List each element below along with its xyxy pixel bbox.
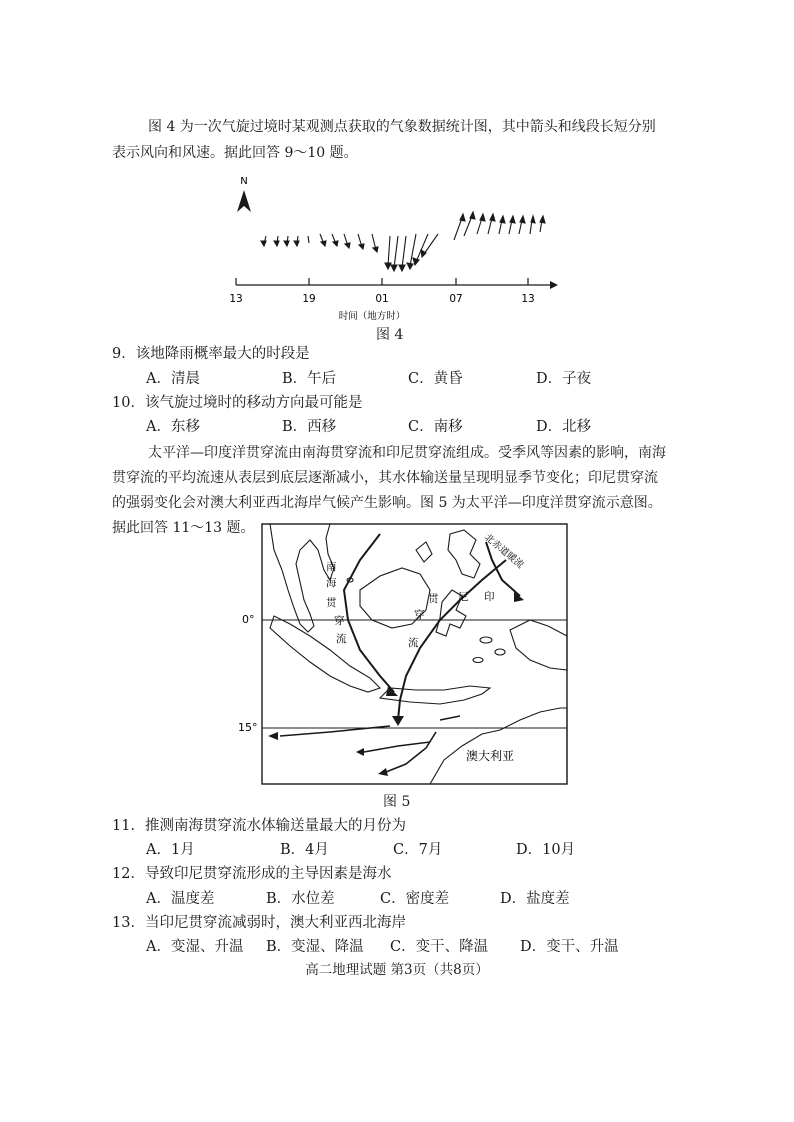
q11-option-d[interactable]: D．10月 — [516, 842, 576, 858]
lat-0-label: 0° — [242, 613, 255, 626]
axis-arrow-icon — [550, 281, 558, 289]
indo-char: 尼 — [458, 591, 469, 603]
indo-char: 流 — [408, 637, 419, 649]
tick-label: 07 — [449, 293, 463, 305]
intro2-line1: 太平洋—印度洋贯穿流由南海贯穿流和印尼贯穿流组成。受季风等因素的影响，南海 — [148, 445, 666, 461]
axis-label: 时间（地方时） — [338, 311, 406, 322]
scs-char: 穿 — [334, 615, 345, 627]
intro2-line2: 贯穿流的平均流速从表层到底层逐渐减小，其水体输送量呈现明显季节变化；印尼贯穿流 — [112, 470, 658, 486]
figure4-caption: 图 4 — [376, 327, 404, 343]
q13-option-a[interactable]: A．变湿、升温 — [146, 939, 244, 955]
australia-label: 澳大利亚 — [466, 749, 515, 763]
north-label: N — [240, 176, 248, 187]
q9-stem: 9．该地降雨概率最大的时段是 — [112, 346, 310, 362]
north-equatorial-current-label: 北赤道暖流 — [482, 531, 526, 571]
q12-option-c[interactable]: C．密度差 — [380, 891, 450, 907]
q12-option-b[interactable]: B．水位差 — [266, 891, 335, 907]
north-arrow-icon — [237, 190, 251, 212]
q11-option-b[interactable]: B．4月 — [280, 842, 329, 858]
q12-option-a[interactable]: A．温度差 — [146, 891, 215, 907]
wind-arrows — [261, 212, 545, 271]
q9-option-c[interactable]: C．黄昏 — [408, 371, 463, 387]
page-footer: 高二地理试题 第3页（共8页） — [305, 962, 489, 978]
scs-char: 海 — [326, 577, 337, 589]
q9-option-b[interactable]: B．午后 — [282, 371, 337, 387]
q10-option-a[interactable]: A．东移 — [146, 419, 200, 435]
figure5-caption: 图 5 — [383, 794, 411, 810]
q12-stem: 12．导致印尼贯穿流形成的主导因素是海水 — [112, 866, 392, 882]
figure4-wind-chart — [220, 170, 570, 325]
intro2-line3: 的强弱变化会对澳大利亚西北海岸气候产生影响。图 5 为太平洋—印度洋贯穿流示意图。 — [112, 495, 662, 511]
figure5-map — [230, 520, 575, 790]
q10-option-b[interactable]: B．西移 — [282, 419, 337, 435]
q13-option-d[interactable]: D．变干、升温 — [520, 939, 619, 955]
q10-stem: 10．该气旋过境时的移动方向最可能是 — [112, 395, 363, 411]
tick-label: 19 — [302, 293, 316, 305]
intro2-line4: 据此回答 11～13 题。 — [112, 520, 255, 536]
indo-char: 贯 — [428, 593, 439, 605]
q10-option-d[interactable]: D．北移 — [536, 419, 592, 435]
scs-char: 贯 — [326, 597, 337, 609]
scs-char: 流 — [336, 633, 347, 645]
q9-option-d[interactable]: D．子夜 — [536, 371, 592, 387]
intro1-line1: 图 4 为一次气旋过境时某观测点获取的气象数据统计图，其中箭头和线段长短分别 — [148, 119, 656, 135]
q11-stem: 11．推测南海贯穿流水体输送量最大的月份为 — [112, 818, 406, 834]
indo-char: 穿 — [414, 609, 425, 621]
q11-option-a[interactable]: A．1月 — [146, 842, 195, 858]
q12-option-d[interactable]: D．盐度差 — [500, 891, 570, 907]
lat-15-label: 15° — [238, 721, 258, 734]
indo-char: 印 — [484, 591, 495, 603]
q13-stem: 13．当印尼贯穿流减弱时，澳大利亚西北海岸 — [112, 915, 406, 931]
intro1-line2: 表示风向和风速。据此回答 9～10 题。 — [112, 145, 358, 161]
tick-label: 13 — [521, 293, 535, 305]
q9-option-a[interactable]: A．清晨 — [146, 371, 200, 387]
tick-label: 01 — [375, 293, 389, 305]
q13-option-c[interactable]: C．变干、降温 — [390, 939, 489, 955]
q10-option-c[interactable]: C．南移 — [408, 419, 463, 435]
scs-char: 南 — [326, 561, 337, 573]
q13-option-b[interactable]: B．变湿、降温 — [266, 939, 364, 955]
axis-ticks — [236, 278, 528, 285]
tick-label: 13 — [229, 293, 243, 305]
q11-option-c[interactable]: C．7月 — [393, 842, 443, 858]
